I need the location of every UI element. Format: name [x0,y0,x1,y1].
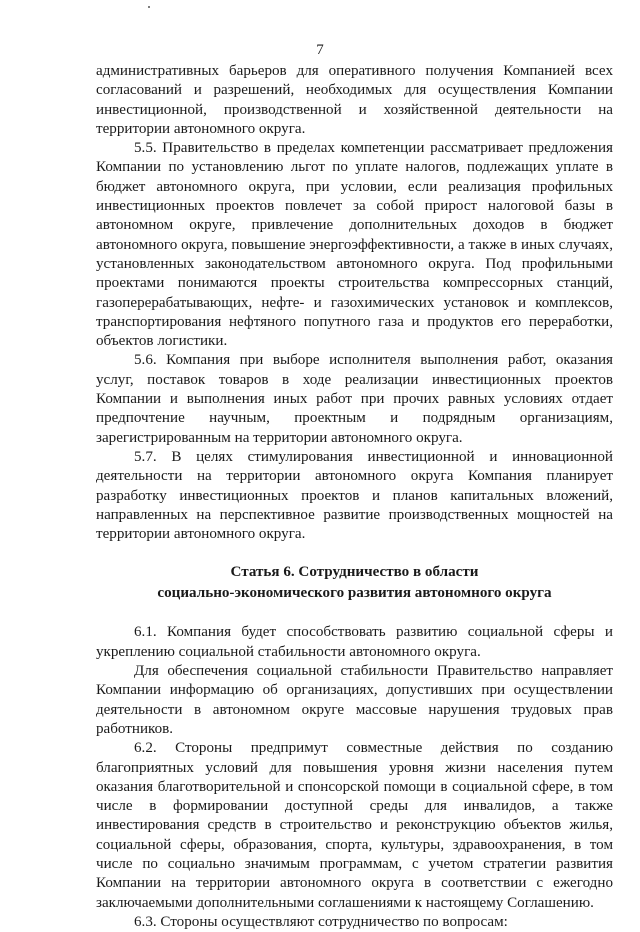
paragraph-6-3: 6.3. Стороны осуществляют сотрудничество по вопросам: [134,913,508,930]
paragraph-6-1: 6.1. Компания будет способствовать развитию социальной сферы и укреплению социальной стабильности автономного округа. [96,624,613,660]
paragraph-5-6: 5.6. Компания при выборе исполнителя выполнения работ, оказания услуг, поставок товаров в ходе реализации инвестиционных проектов Компании и выполнения иных работ при прочих равных условиях отдает предпочтение научным, проектным и подрядным организациям, зарегистрированным на территории автономного округа. [96,352,613,446]
paragraph-5-5: 5.5. Правительство в пределах компетенции рассматривает предложения Компании по установлению льгот по уплате налогов, подлежащих уплате в бюджет автономного округа, при условии, если реализация профильных инвестиционных проектов повлечет за собой прирост налоговой базы в автономном округе, привлечение дополнительных доходов в бюджет автономного округа, повышение энергоэффективности, а также в иных случаях, установленных законодательством автономного округа. Под профильными проектами понимаются проекты строительства компрессорных станций, газоперерабатывающих, нефте- и газохимических установок и комплексов, транспортирования нефтяного попутного газа и продуктов его переработки, объектов логистики. [96,140,613,350]
article-6-heading [96,562,613,604]
paragraph-continuation: административных барьеров для оперативного получения Компанией всех согласований и разрешений, необходимых для осуществления Компании инвестиционной, производственной и хозяйственной деятельности на территории автономного округа. [96,63,613,137]
document-body [96,62,613,932]
article-6-title-line1: Статья 6. Сотрудничество в области [230,564,479,581]
paragraph-5-7: 5.7. В целях стимулирования инвестиционной и инновационной деятельности на территории автономного округа Компания планирует разработку инвестиционных проектов и планов капитальных вложений, направленных на перспективное развитие производственных мощностей на территории автономного округа. [96,448,613,543]
paragraph-6-1-continued: Для обеспечения социальной стабильности Правительство направляет Компании информацию об организациях, допустивших при осуществлении деятельности в автономном округе массовые нарушения трудовых прав работников. [96,663,613,737]
page-number: 7 [316,42,324,58]
article-6-title-line2: социально-экономического развития автономного округа [157,585,552,602]
scan-speck [148,6,150,8]
paragraph-6-2: 6.2. Стороны предпримут совместные действия по созданию благоприятных условий для повышения уровня жизни населения путем оказания благотворительной и спонсорской помощи в социальной сфере, в том числе в формировании доступной среды для инвалидов, а также инвестирования средств в строительство и реконструкцию объектов жилья, социальной сферы, образования, спорта, культуры, здравоохранения, в том числе по социально значимым программам, с учетом стратегии развития Компании на территории автономного округа в соответствии с ежегодно заключаемыми дополнительными соглашениями к настоящему Соглашению. [96,740,613,911]
